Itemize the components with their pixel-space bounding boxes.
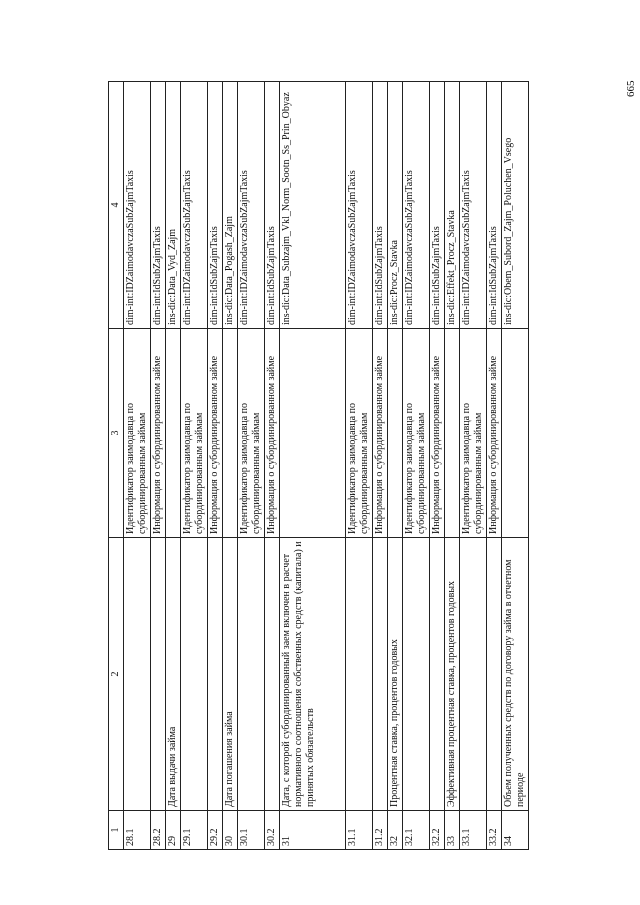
page-number: 665 — [625, 80, 637, 97]
cell-c4: dim-int:IdSubZajmTaxis — [487, 82, 502, 329]
cell-c1: 34 — [502, 811, 529, 850]
cell-c2 — [181, 538, 208, 811]
cell-c2: Процентная ставка, процентов годовых — [388, 538, 403, 811]
cell-c4: ins-dic:Data_Pogash_Zajm — [223, 82, 238, 329]
cell-c1: 32 — [388, 811, 403, 850]
cell-c2 — [265, 538, 280, 811]
cell-c3: Информация о субординированном займе — [208, 329, 223, 538]
cell-c4: ins-dic:Obem_Subord_Zajm_Poluchen_Vsego — [502, 82, 529, 329]
cell-c1: 28.2 — [151, 811, 166, 850]
cell-c2 — [430, 538, 445, 811]
cell-c3 — [502, 329, 529, 538]
cell-c2 — [460, 538, 487, 811]
cell-c1: 33 — [445, 811, 460, 850]
cell-c2 — [238, 538, 265, 811]
cell-c4: dim-int:IDZaimodavczaSubZajmTaxis — [181, 82, 208, 329]
table-row — [502, 82, 529, 850]
table-row — [181, 82, 208, 850]
table-row — [487, 82, 502, 850]
header-col-2: 2 — [109, 538, 124, 811]
table-row — [124, 82, 151, 850]
table-row — [265, 82, 280, 850]
header-col-3: 3 — [109, 329, 124, 538]
cell-c4: dim-int:IDZaimodavczaSubZajmTaxis — [346, 82, 373, 329]
cell-c1: 30.2 — [265, 811, 280, 850]
cell-c1: 29.1 — [181, 811, 208, 850]
cell-c3 — [166, 329, 181, 538]
cell-c2 — [346, 538, 373, 811]
header-col-4: 4 — [109, 82, 124, 329]
table-row — [208, 82, 223, 850]
cell-c2 — [124, 538, 151, 811]
cell-c4: ins-dic:Data_Subzajm_Vkl_Norm_Sootn_Ss_Prin_Obyaz — [280, 82, 346, 329]
table-row — [238, 82, 265, 850]
cell-c3: Информация о субординированном займе — [373, 329, 388, 538]
table-row — [430, 82, 445, 850]
cell-c1: 33.1 — [460, 811, 487, 850]
cell-c3 — [223, 329, 238, 538]
cell-c3: Информация о субординированном займе — [487, 329, 502, 538]
cell-c2: Дата, с которой субординированный заем включен в расчет нормативного соотношения собственных средств (капитала) и принятых обязательств — [280, 538, 346, 811]
cell-c4: dim-int:IdSubZajmTaxis — [208, 82, 223, 329]
cell-c1: 29 — [166, 811, 181, 850]
cell-c3: Идентификатор заимодавца по субординированным займам — [346, 329, 373, 538]
cell-c2: Дата погашения займа — [223, 538, 238, 811]
cell-c3: Идентификатор заимодавца по субординированным займам — [181, 329, 208, 538]
cell-c1: 29.2 — [208, 811, 223, 850]
cell-c3: Идентификатор заимодавца по субординированным займам — [403, 329, 430, 538]
table-row — [151, 82, 166, 850]
cell-c2 — [208, 538, 223, 811]
cell-c2 — [151, 538, 166, 811]
cell-c3: Информация о субординированном займе — [265, 329, 280, 538]
cell-c3 — [445, 329, 460, 538]
cell-c3: Идентификатор заимодавца по субординированным займам — [124, 329, 151, 538]
cell-c2 — [487, 538, 502, 811]
table-header-row — [109, 82, 124, 850]
cell-c4: ins-dic:Effekt_Procz_Stavka — [445, 82, 460, 329]
cell-c2: Объем полученных средств по договору займа в отчетном периоде — [502, 538, 529, 811]
cell-c3: Идентификатор заимодавца по субординированным займам — [238, 329, 265, 538]
table-row — [280, 82, 346, 850]
cell-c1: 31.1 — [346, 811, 373, 850]
cell-c2: Дата выдачи займа — [166, 538, 181, 811]
cell-c4: dim-int:IDZaimodavczaSubZajmTaxis — [460, 82, 487, 329]
cell-c3: Идентификатор заимодавца по субординированным займам — [460, 329, 487, 538]
cell-c3 — [388, 329, 403, 538]
cell-c4: dim-int:IDZaimodavczaSubZajmTaxis — [403, 82, 430, 329]
cell-c1: 33.2 — [487, 811, 502, 850]
cell-c4: dim-int:IDZaimodavczaSubZajmTaxis — [238, 82, 265, 329]
cell-c1: 31 — [280, 811, 346, 850]
cell-c1: 32.2 — [430, 811, 445, 850]
cell-c2 — [373, 538, 388, 811]
table-body — [124, 82, 529, 850]
table-row — [403, 82, 430, 850]
cell-c1: 31.2 — [373, 811, 388, 850]
cell-c1: 28.1 — [124, 811, 151, 850]
cell-c4: dim-int:IdSubZajmTaxis — [430, 82, 445, 329]
cell-c1: 32.1 — [403, 811, 430, 850]
mapping-table — [108, 81, 529, 850]
cell-c4: ins-dic:Procz_Stavka — [388, 82, 403, 329]
table-row — [373, 82, 388, 850]
cell-c4: ins-dic:Data_Vyd_Zajm — [166, 82, 181, 329]
table-row — [223, 82, 238, 850]
cell-c3: Информация о субординированном займе — [430, 329, 445, 538]
table-row — [346, 82, 373, 850]
cell-c3: Информация о субординированном займе — [151, 329, 166, 538]
table-row — [166, 82, 181, 850]
cell-c2 — [403, 538, 430, 811]
header-col-1: 1 — [109, 811, 124, 850]
cell-c1: 30.1 — [238, 811, 265, 850]
cell-c1: 30 — [223, 811, 238, 850]
cell-c4: dim-int:IDZaimodavczaSubZajmTaxis — [124, 82, 151, 329]
table-row — [460, 82, 487, 850]
cell-c2: Эффективная процентная ставка, процентов годовых — [445, 538, 460, 811]
cell-c4: dim-int:IdSubZajmTaxis — [265, 82, 280, 329]
table-row — [445, 82, 460, 850]
table-row — [388, 82, 403, 850]
cell-c4: dim-int:IdSubZajmTaxis — [151, 82, 166, 329]
cell-c3 — [280, 329, 346, 538]
cell-c4: dim-int:IdSubZajmTaxis — [373, 82, 388, 329]
